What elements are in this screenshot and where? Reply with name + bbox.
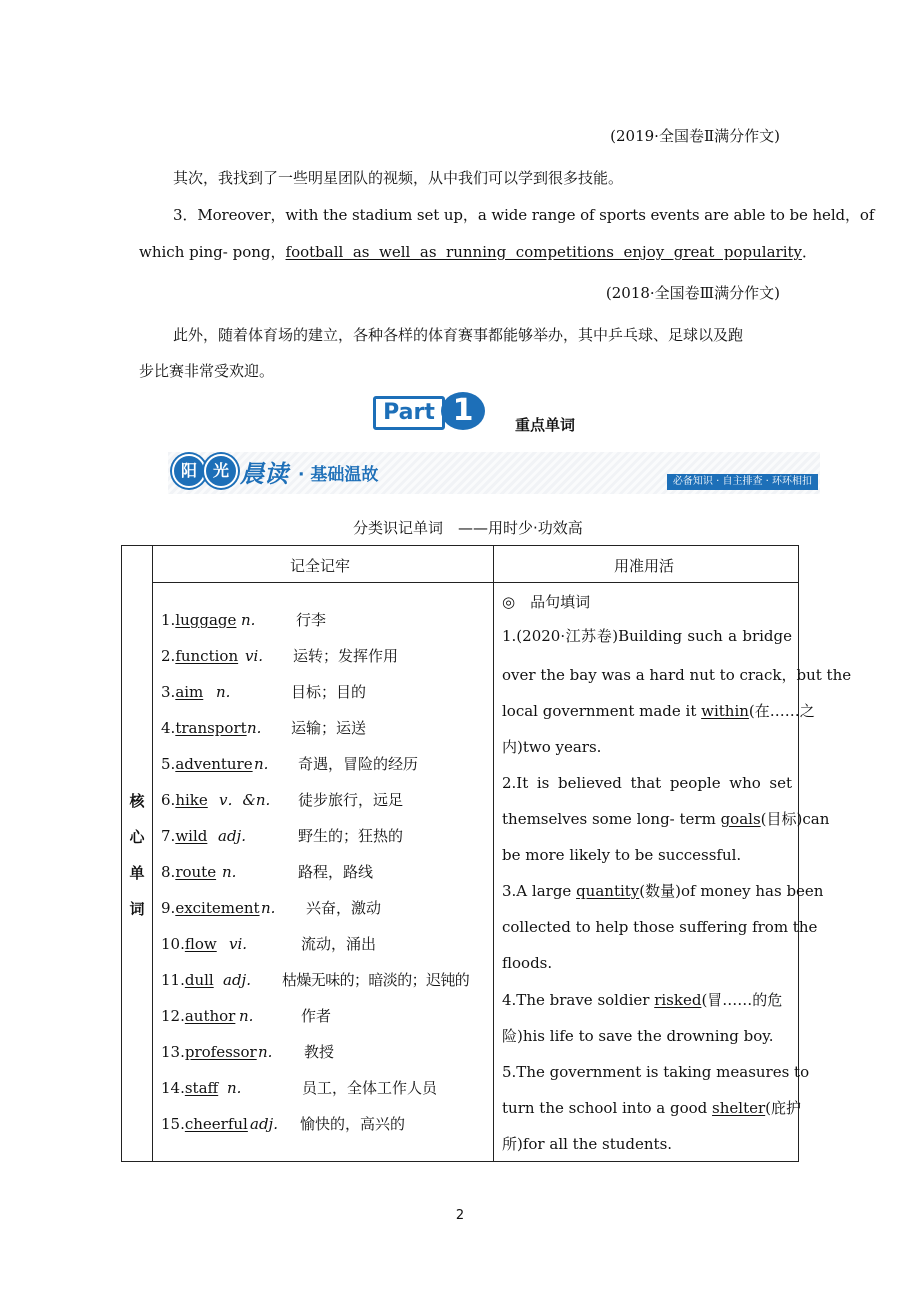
side-label-char-4: 词 <box>129 900 145 918</box>
word-pos: n. <box>216 683 231 701</box>
morning-reading-banner <box>168 444 820 494</box>
word-meaning: 流动，涌出 <box>301 935 377 953</box>
text: (数量)of money has been <box>639 882 824 900</box>
word-num: 4. <box>161 719 176 737</box>
text: (在……之 <box>748 702 815 720</box>
word-row-10 <box>161 934 377 954</box>
word-pos: n. <box>247 719 262 737</box>
word-pos: v．&n. <box>219 791 271 809</box>
word-meaning: 枯燥无味的；暗淡的；迟钝的 <box>282 971 470 989</box>
word-pos: vi. <box>245 647 264 665</box>
word-num: 6. <box>161 791 176 809</box>
word: author <box>184 1007 236 1025</box>
section-title: 分类识记单词 ——用时少·功效高 <box>353 519 583 537</box>
word: dull <box>184 971 214 989</box>
text: 3.A large <box>502 882 577 900</box>
chinese-paragraph-2-line-1: 此外，随着体育场的建立，各种各样的体育赛事都能够举办，其中乒乓球、足球以及跑 <box>173 326 744 344</box>
chinese-paragraph-2-line-2: 步比赛非常受欢迎。 <box>139 362 275 380</box>
word-meaning: 路程，路线 <box>298 863 374 881</box>
banner-bubble-2: 光 <box>204 454 238 488</box>
word-pos: n. <box>239 1007 254 1025</box>
word: cheerful <box>184 1115 248 1133</box>
word-meaning: 奇遇，冒险的经历 <box>298 755 419 773</box>
word-row-5 <box>161 754 419 774</box>
item-3-line-2 <box>139 242 817 262</box>
col1-header: 记全记牢 <box>290 557 351 575</box>
word-meaning: 作者 <box>301 1007 332 1025</box>
text: turn the school into a good <box>502 1099 713 1117</box>
text: themselves some long- term <box>502 810 721 828</box>
side-label-char-2: 心 <box>129 828 145 846</box>
word-meaning: 运输；运送 <box>291 719 367 737</box>
word: wild <box>175 827 208 845</box>
word-row-11 <box>161 970 470 990</box>
part-title: 重点单词 <box>515 416 576 434</box>
word-num: 9. <box>161 899 176 917</box>
word-meaning: 员工，全体工作人员 <box>302 1079 438 1097</box>
word: staff <box>184 1079 219 1097</box>
word-pos: adj. <box>250 1115 278 1133</box>
table-divider-left <box>152 546 153 1161</box>
exercise-line-12: 险)his life to save the drowning boy. <box>502 1027 774 1045</box>
word-num: 2. <box>161 647 176 665</box>
word-num: 8. <box>161 863 176 881</box>
answer-quantity: quantity <box>576 882 640 900</box>
exercise-line-4: 内)two years. <box>502 738 602 756</box>
text: local government made it <box>502 702 702 720</box>
exercise-line-15: 所)for all the students. <box>502 1135 673 1153</box>
word: flow <box>184 935 217 953</box>
side-label-char-3: 单 <box>129 864 145 882</box>
word-meaning: 野生的；狂热的 <box>298 827 404 845</box>
word-pos: n. <box>261 899 276 917</box>
exercise-line-5: 2.It is believed that people who set <box>502 774 792 792</box>
vocabulary-table <box>121 545 852 1162</box>
word-row-4 <box>161 718 367 738</box>
exercise-line-1: 1.(2020·江苏卷)Building such a bridge <box>502 627 792 645</box>
table-header-divider <box>152 582 798 583</box>
side-label-char-1: 核 <box>129 792 145 810</box>
exercise-line-3 <box>502 701 815 721</box>
word-pos: adj. <box>223 971 251 989</box>
word-pos: n. <box>254 755 269 773</box>
word: hike <box>175 791 208 809</box>
word-num: 15. <box>161 1115 185 1133</box>
word-num: 10. <box>161 935 185 953</box>
word-pos: vi. <box>229 935 248 953</box>
word: function <box>175 647 239 665</box>
item-3-suffix: ． <box>802 243 818 261</box>
exercise-line-6 <box>502 809 830 829</box>
text: (庇护 <box>765 1099 802 1117</box>
chinese-paragraph-1: 其次，我找到了一些明星团队的视频，从中我们可以学到很多技能。 <box>173 169 624 187</box>
banner-bubble-1: 阳 <box>172 454 206 488</box>
word-num: 11. <box>161 971 185 989</box>
word: route <box>175 863 217 881</box>
word-meaning: 愉快的，高兴的 <box>300 1115 406 1133</box>
word-row-15 <box>161 1114 406 1134</box>
item-3-line-1: 3．Moreover，with the stadium set up，a wide range of sports events are able to be held，of <box>173 206 875 224</box>
item-3-underlined-answer: football as well as running competitions enjoy great popularity <box>285 243 802 261</box>
word-meaning: 徒步旅行，远足 <box>298 791 404 809</box>
banner-subtitle: · 基础温故 <box>298 465 379 485</box>
word-num: 13. <box>161 1043 185 1061</box>
word-row-12 <box>161 1006 332 1026</box>
item-3-prefix: which ping- pong， <box>139 243 286 261</box>
word-pos: n. <box>258 1043 273 1061</box>
word: professor <box>184 1043 257 1061</box>
word: aim <box>175 683 204 701</box>
word-meaning: 教授 <box>304 1043 335 1061</box>
col2-header: 用准用活 <box>614 557 675 575</box>
answer-risked: risked <box>654 991 702 1009</box>
exercise-line-8 <box>502 881 824 901</box>
word: transport <box>175 719 247 737</box>
exercise-line-13: 5.The government is taking measures to <box>502 1063 810 1081</box>
exercise-line-9: collected to help those suffering from the <box>502 918 818 936</box>
word: adventure <box>175 755 253 773</box>
source-citation-2019: (2019·全国卷Ⅱ满分作文) <box>610 127 780 145</box>
word-row-7 <box>161 826 404 846</box>
word-pos: n. <box>222 863 237 881</box>
word-row-8 <box>161 862 374 882</box>
word-pos: n. <box>241 611 256 629</box>
answer-goals: goals <box>720 810 761 828</box>
word-row-14 <box>161 1078 438 1098</box>
banner-tag: 必备知识 · 自主排查 · 环环相扣 <box>667 474 818 490</box>
exercise-line-7: be more likely to be successful. <box>502 846 742 864</box>
word-num: 7. <box>161 827 176 845</box>
word-pos: n. <box>227 1079 242 1097</box>
word-row-13 <box>161 1042 335 1062</box>
exercise-line-14 <box>502 1098 802 1118</box>
exercise-line-2: over the bay was a hard nut to crack，but the <box>502 666 852 684</box>
word: luggage <box>175 611 237 629</box>
page-number: 2 <box>455 1208 465 1223</box>
text: (冒……的危 <box>701 991 783 1009</box>
table-divider-middle <box>493 546 494 1161</box>
exercise-line-10: floods. <box>502 954 553 972</box>
word-num: 5. <box>161 755 176 773</box>
word: excitement <box>175 899 260 917</box>
banner-main-title: 晨读 <box>240 459 288 488</box>
word-pos: adj. <box>218 827 246 845</box>
answer-within: within <box>701 702 749 720</box>
word-meaning: 运转；发挥作用 <box>293 647 399 665</box>
part-number-badge: 1 <box>441 392 485 430</box>
word-num: 14. <box>161 1079 185 1097</box>
exercise-heading: ◎ 品句填词 <box>502 593 591 611</box>
text: 4.The brave soldier <box>502 991 655 1009</box>
word-num: 3. <box>161 683 176 701</box>
word-row-1 <box>161 610 327 630</box>
text: (目标)can <box>760 810 830 828</box>
part-label: Part <box>373 396 445 430</box>
word-row-6 <box>161 790 404 810</box>
exercise-line-11 <box>502 990 792 1010</box>
word-num: 1. <box>161 611 176 629</box>
answer-shelter: shelter <box>712 1099 766 1117</box>
word-row-2 <box>161 646 399 666</box>
word-meaning: 目标；目的 <box>291 683 367 701</box>
word-meaning: 行李 <box>296 611 327 629</box>
word-meaning: 兴奋，激动 <box>306 899 382 917</box>
word-row-9 <box>161 898 382 918</box>
word-num: 12. <box>161 1007 185 1025</box>
source-citation-2018: (2018·全国卷Ⅲ满分作文) <box>605 284 780 302</box>
word-row-3 <box>161 682 367 702</box>
